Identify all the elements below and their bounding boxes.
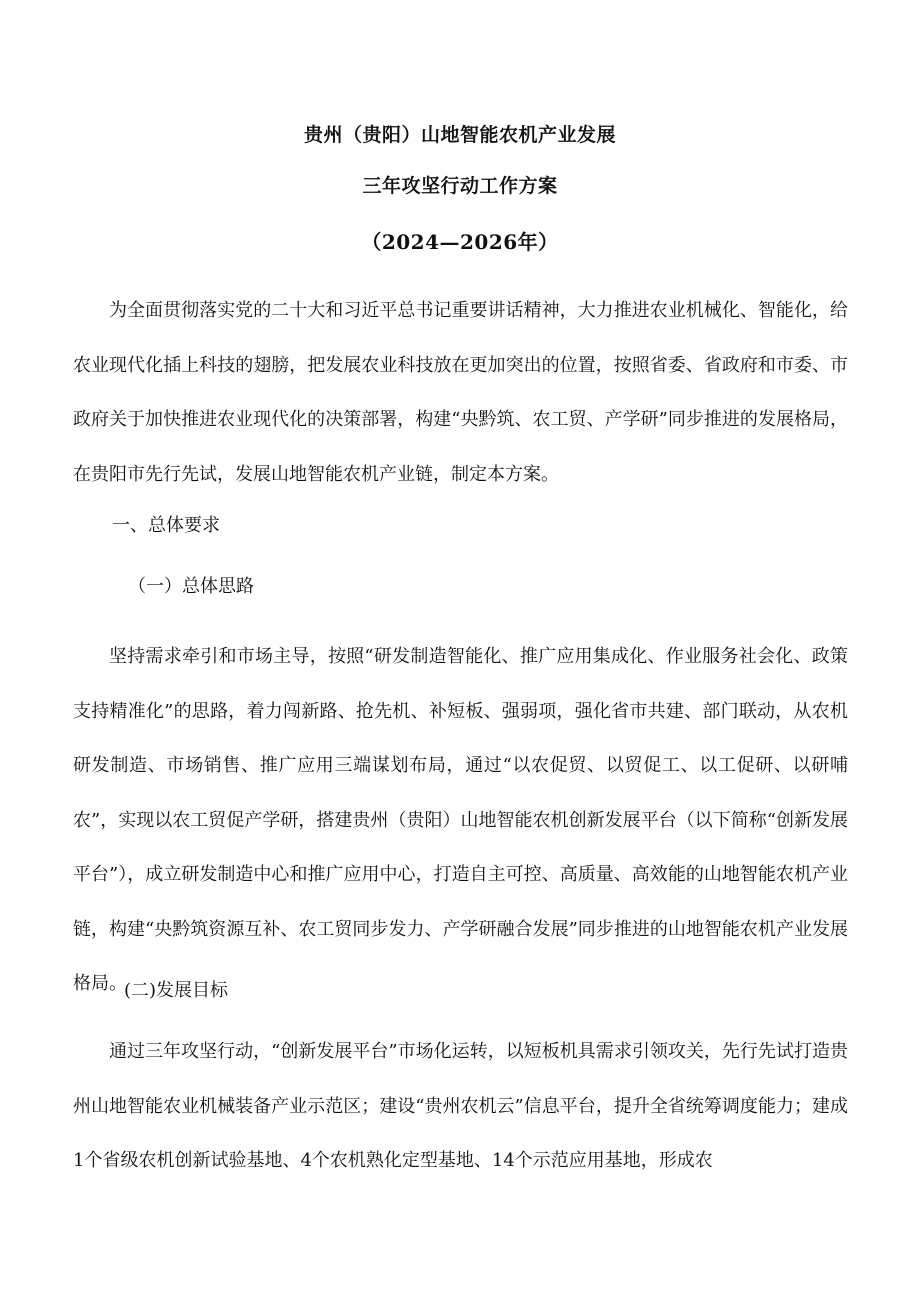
intro-paragraph: 为全面贯彻落实党的二十大和习近平总书记重要讲话精神，大力推进农业机械化、智能化，给农业现代化插上科技的翅膀，把发展农业科技放在更加突出的位置，按照省委、省政府和市委、市政府关于加快推进农业现代化的决策部署，构建“央黔筑、农工贸、产学研”同步推进的发展格局，在贵阳市先行先试，发展山地智能农机产业链，制定本方案。 — [73, 300, 848, 485]
document-title-line2: 三年攻坚行动工作方案 — [362, 175, 558, 197]
section-heading-general-requirements: 一、总体要求 — [112, 515, 220, 536]
development-goals-paragraph: 通过三年攻坚行动，“创新发展平台”市场化运转，以短板机具需求引领攻关，先行先试打造贵州山地智能农业机械装备产业示范区；建设“贵州农机云”信息平台，提升全省统筹调度能力；建成1个省级农机创新试验基地、4个农机熟化定型基地、14个示范应用基地，形成农 — [73, 1041, 848, 1171]
document-title-years: （2024—2026年） — [361, 230, 559, 254]
subsection-heading-general-approach: （一）总体思路 — [128, 576, 254, 597]
document-title-line1: 贵州（贵阳）山地智能农机产业发展 — [303, 124, 616, 146]
general-approach-paragraph: 坚持需求牵引和市场主导，按照“研发制造智能化、推广应用集成化、作业服务社会化、政策支持精准化”的思路，着力闯新路、抢先机、补短板、强弱项，强化省市共建、部门联动，从农机研发制造、市场销售、推广应用三端谋划布局，通过“以农促贸、以贸促工、以工促研、以研哺农”，实现以农工贸促产学研，搭建贵州（贵阳）山地智能农机创新发展平台（以下简称“创新发展平台”），成立研发制造中心和推广应用中心，打造自主可控、高质量、高效能的山地智能农机产业链，构建“央黔筑资源互补、农工贸同步发力、产学研融合发展”同步推进的山地智能农机产业发展格局。 — [73, 646, 848, 994]
subsection-heading-development-goals: (二)发展目标 — [124, 980, 229, 1001]
